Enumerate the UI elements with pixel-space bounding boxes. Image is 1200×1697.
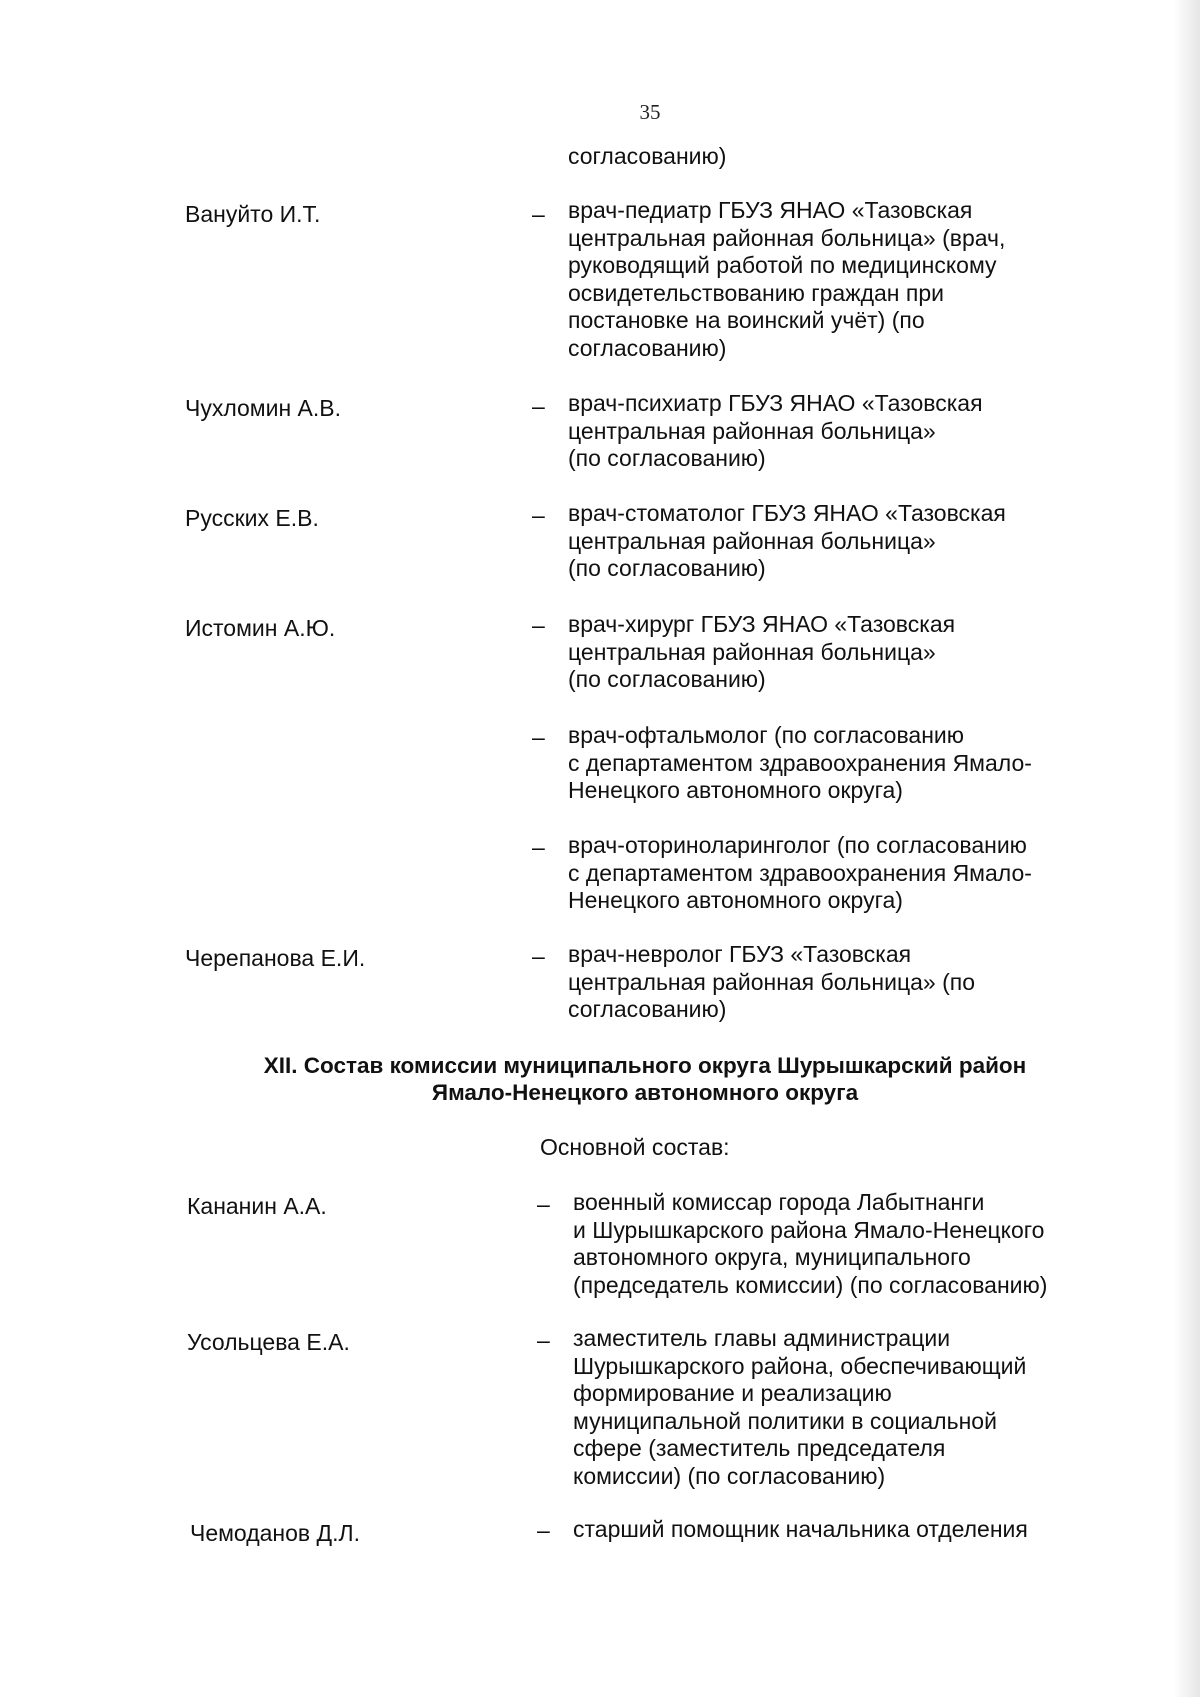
page-number: 35 (639, 100, 661, 124)
member-role: врач-психиатр ГБУЗ ЯНАО «Тазовская центральная районная больница» (по согласованию) (568, 390, 983, 471)
member-name: Вануйто И.Т. (185, 201, 321, 227)
dash-separator: – (537, 1191, 550, 1217)
member-role: военный комиссар города Лабытнанги и Шурышкарского района Ямало-Ненецкого автономного округа, муниципального (председатель комиссии) (по согласованию) (573, 1189, 1048, 1298)
member-name: Чемоданов Д.Л. (190, 1520, 360, 1546)
dash-separator: – (532, 612, 545, 638)
dash-separator: – (532, 943, 545, 969)
member-role: врач-оториноларинголог (по согласованию с департаментом здравоохранения Ямало- Ненецкого автономного округа) (568, 832, 1032, 913)
member-name: Усольцева Е.А. (187, 1329, 350, 1355)
member-name: Кананин А.А. (187, 1193, 327, 1219)
member-name: Чухломин А.В. (185, 395, 342, 421)
member-name: Истомин А.Ю. (185, 615, 336, 641)
member-role: врач-педиатр ГБУЗ ЯНАО «Тазовская центральная районная больница» (врач, руководящий работой по медицинскому освидетельствованию граждан при постановке на воинский учёт) (по согласованию) (568, 197, 1006, 361)
member-role: старший помощник начальника отделения (573, 1516, 1028, 1542)
scan-page-edge (1174, 0, 1200, 1697)
dash-separator: – (537, 1517, 550, 1543)
member-role: врач-хирург ГБУЗ ЯНАО «Тазовская центральная районная больница» (по согласованию) (568, 611, 956, 692)
dash-separator: – (537, 1327, 550, 1353)
continuation-text: согласованию) (568, 143, 727, 169)
dash-separator: – (532, 724, 545, 750)
member-role: врач-офтальмолог (по согласованию с департаментом здравоохранения Ямало- Ненецкого автономного округа) (568, 722, 1032, 803)
dash-separator: – (532, 834, 545, 860)
dash-separator: – (532, 201, 545, 227)
member-name: Черепанова Е.И. (185, 945, 366, 971)
member-role: врач-стоматолог ГБУЗ ЯНАО «Тазовская центральная районная больница» (по согласованию) (568, 500, 1006, 581)
member-role: врач-невролог ГБУЗ «Тазовская центральная районная больница» (по согласованию) (568, 941, 975, 1022)
section-title: XII. Состав комиссии муниципального округа Шурышкарский район Ямало-Ненецкого автономного округа (263, 1053, 1027, 1105)
main-composition-label: Основной состав: (540, 1134, 730, 1160)
dash-separator: – (532, 502, 545, 528)
dash-separator: – (532, 393, 545, 419)
member-role: заместитель главы администрации Шурышкарского района, обеспечивающий формирование и реализацию муниципальной политики в социальной сфере (заместитель председателя комиссии) (по согласованию) (573, 1325, 1027, 1489)
member-name: Русских Е.В. (185, 505, 319, 531)
